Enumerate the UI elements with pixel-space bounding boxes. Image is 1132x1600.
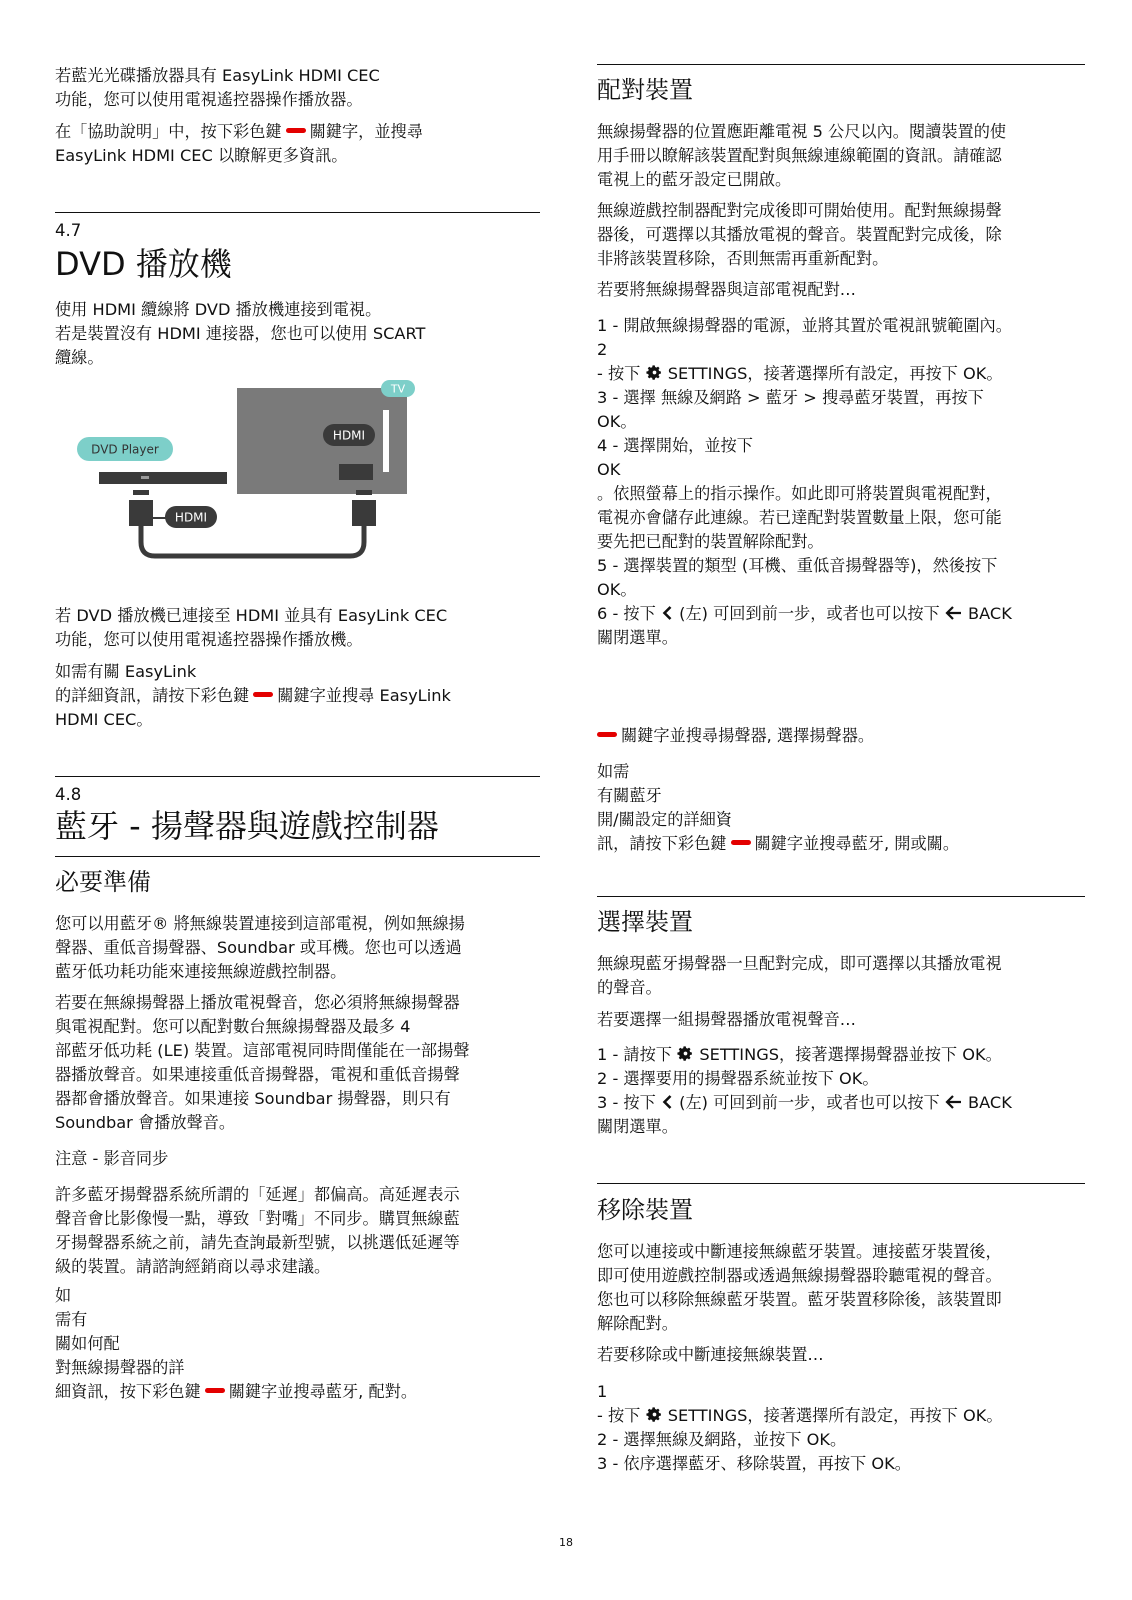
bt-paragraph-3 [55, 1183, 540, 1279]
text-line: 器播放聲音。如果連接重低音揚聲器，電視和重低音揚聲 [55, 1065, 460, 1084]
text-line: 若是裝置沒有 HDMI 連接器，您也可以使用 SCART [55, 324, 426, 343]
step-2-number: 2 [597, 340, 608, 359]
text-line: 無線遊戲控制器配對完成後即可開始使用。配對無線揚聲 [597, 201, 1002, 220]
bt-paragraph-4 [55, 1284, 540, 1404]
step-4-line: 4 - 選擇開始，並按下 [597, 436, 753, 455]
step-3: 3 - 依序選擇藍牙、移除裝置，再按下 OK。 [597, 1454, 911, 1473]
dvd-player-label: DVD Player [91, 442, 159, 457]
cable-connector-top-right [356, 490, 372, 495]
red-color-key-icon [253, 692, 273, 697]
step-2: 2 - 選擇要用的揚聲器系統並按下 OK。 [597, 1069, 879, 1088]
text: BACK [968, 1093, 1012, 1112]
page-number: 18 [559, 1536, 573, 1549]
gear-icon [677, 1045, 694, 1062]
dvd-paragraph-3 [55, 660, 540, 732]
text-line: Soundbar 會播放聲音。 [55, 1113, 236, 1132]
tv-label: TV [390, 382, 406, 396]
text-line: 器後，可選擇以其播放電視的聲音。裝置配對完成後，除 [597, 225, 1002, 244]
bt-paragraph-1 [55, 912, 540, 984]
text-line: 無線現藍牙揚聲器一旦配對完成，即可選擇以其播放電視 [597, 954, 1002, 973]
dvd-slot [141, 476, 149, 479]
step-4-line: 電視亦會儲存此連線。若已達配對裝置數量上限，您可能 [597, 508, 1002, 527]
text-line: 聲音會比影像慢一點，導致「對嘴」不同步。購買無線藍 [55, 1209, 460, 1228]
text: 關鍵字並搜尋 EasyLink [277, 686, 451, 705]
text-line: 纜線。 [55, 348, 104, 367]
subsection-title: 選擇裝置 [597, 908, 693, 936]
select-steps [597, 1043, 1085, 1139]
subsection-title: 必要準備 [55, 868, 151, 896]
text: 在「協助說明」中，按下彩色鍵 [55, 122, 282, 141]
step-1: 1 - 開啟無線揚聲器的電源，並將其置於電視訊號範圍內。 [597, 316, 1012, 335]
text-line: 無線揚聲器的位置應距離電視 5 公尺以內。閱讀裝置的使 [597, 122, 1007, 141]
text: 1 - 請按下 [597, 1045, 672, 1064]
select-paragraph-2: 若要選擇一組揚聲器播放電視聲音… [597, 1010, 856, 1029]
step-4-line: 。依照螢幕上的指示操作。如此即可將裝置與電視配對， [597, 484, 1002, 503]
chevron-left-icon [661, 1094, 674, 1110]
remove-paragraph-1 [597, 1240, 1085, 1336]
dvd-paragraph-2 [55, 604, 540, 652]
text: 6 - 按下 [597, 604, 656, 623]
subsection-divider [597, 1183, 1085, 1184]
cable-connector-top-left [133, 490, 149, 495]
step-4-line: OK [597, 460, 621, 479]
bt-note-title: 注意 - 影音同步 [55, 1149, 169, 1168]
text-line: 即可使用遊戲控制器或透過無線揚聲器聆聽電視的聲音。 [597, 1266, 1002, 1285]
section-title: DVD 播放機 [55, 245, 232, 283]
step-1-number: 1 [597, 1382, 608, 1401]
red-color-key-icon [205, 1388, 225, 1393]
step-3-line: 3 - 選擇 無線及網路 > 藍牙 > 搜尋藍牙裝置，再按下 [597, 388, 984, 407]
text-line: 您可以用藍牙® 將無線裝置連接到這部電視，例如無線揚 [55, 914, 465, 933]
text-line: 部藍牙低功耗 (LE) 裝置。這部電視同時間僅能在一部揚聲 [55, 1041, 470, 1060]
text-line: 聲器、重低音揚聲器、Soundbar 或耳機。您也可以透過 [55, 938, 462, 957]
step-6-line: 關閉選單。 [597, 628, 678, 647]
text: SETTINGS，接著選擇揚聲器並按下 OK。 [699, 1045, 1002, 1064]
bt-paragraph-2 [55, 991, 540, 1135]
intro-paragraph-1 [55, 64, 540, 112]
step-2: 2 - 選擇無線及網路，並按下 OK。 [597, 1430, 847, 1449]
text-line: 對無線揚聲器的詳 [55, 1358, 185, 1377]
subsection-title: 移除裝置 [597, 1196, 693, 1224]
dvd-player-illustration [99, 472, 227, 484]
subsection-divider [597, 896, 1085, 897]
text-line: HDMI CEC。 [55, 710, 153, 729]
text: - 按下 [597, 364, 641, 383]
text-line: 解除配對。 [597, 1314, 678, 1333]
cable-plug-right [352, 500, 376, 526]
tv-port-label: HDMI [332, 428, 366, 443]
cable-plug-left [129, 500, 153, 526]
section-title: 藍牙 - 揚聲器與遊戲控制器 [55, 807, 439, 845]
remove-steps [597, 1380, 1085, 1476]
text: SETTINGS，接著選擇所有設定，再按下 OK。 [667, 364, 1003, 383]
text-line: 如需有關 EasyLink [55, 662, 197, 681]
text-line: 使用 HDMI 纜線將 DVD 播放機連接到電視。 [55, 300, 382, 319]
text-line: 您可以連接或中斷連接無線藍牙裝置。連接藍牙裝置後， [597, 1242, 1002, 1261]
tv-port-panel [383, 410, 389, 472]
subsection-title: 配對裝置 [597, 76, 693, 104]
step-5-line: OK。 [597, 580, 637, 599]
text-line: 用手冊以瞭解該裝置配對與無線連線範圍的資訊。請確認 [597, 146, 1002, 165]
text-line: 若藍光光碟播放器具有 EasyLink HDMI CEC [55, 66, 380, 85]
dvd-connection-diagram [55, 380, 540, 600]
text: 關鍵字並搜尋藍牙, 開或關。 [754, 834, 960, 853]
pair-steps [597, 314, 1085, 650]
text-line: 關如何配 [55, 1334, 120, 1353]
text: 關鍵字並搜尋揚聲器, 選擇揚聲器。 [621, 726, 875, 745]
text: (左) 可回到前一步，或者也可以按下 [679, 1093, 940, 1112]
step-3-line: 關閉選單。 [597, 1117, 678, 1136]
text-line: 許多藍牙揚聲器系統所謂的「延遲」都偏高。高延遲表示 [55, 1185, 460, 1204]
red-color-key-icon [597, 732, 617, 737]
text-line: 藍牙低功耗功能來連接無線遊戲控制器。 [55, 962, 347, 981]
pair-key-hint [597, 724, 1085, 748]
text-line: 與電視配對。您可以配對數台無線揚聲器及最多 4 [55, 1017, 411, 1036]
text-line: 若 DVD 播放機已連接至 HDMI 並具有 EasyLink CEC [55, 606, 448, 625]
text-line: 電視上的藍牙設定已開啟。 [597, 170, 792, 189]
section-divider [55, 776, 540, 777]
text-line: 功能，您可以使用電視遙控器操作播放器。 [55, 90, 363, 109]
subsection-divider [597, 64, 1085, 65]
dvd-paragraph-1 [55, 298, 540, 370]
text: 關鍵字並搜尋藍牙, 配對。 [228, 1382, 418, 1401]
pair-paragraph-1 [597, 120, 1085, 192]
red-color-key-icon [286, 128, 306, 133]
text: 訊，請按下彩色鍵 [597, 834, 727, 853]
step-4-line: 要先把已配對的裝置解除配對。 [597, 532, 824, 551]
text-line: 功能，您可以使用電視遙控器操作播放機。 [55, 630, 363, 649]
step-5-line: 5 - 選擇裝置的類型 (耳機、重低音揚聲器等)，然後按下 [597, 556, 998, 575]
red-color-key-icon [731, 840, 751, 845]
text-line: 開/關設定的詳細資 [597, 810, 732, 829]
text: 的詳細資訊，請按下彩色鍵 [55, 686, 250, 705]
text-line: 如需 [597, 762, 630, 781]
text-line: 若要在無線揚聲器上播放電視聲音，您必須將無線揚聲器 [55, 993, 460, 1012]
subsection-divider [55, 856, 540, 857]
hdmi-cable [141, 526, 364, 556]
text: SETTINGS，接著選擇所有設定，再按下 OK。 [667, 1406, 1003, 1425]
text: (左) 可回到前一步，或者也可以按下 [679, 604, 940, 623]
text-line: 的聲音。 [597, 978, 662, 997]
gear-icon [646, 1406, 663, 1423]
text: 3 - 按下 [597, 1093, 656, 1112]
text-line: 級的裝置。請諮詢經銷商以尋求建議。 [55, 1257, 331, 1276]
text-line: 如 [55, 1286, 72, 1305]
intro-paragraph-2 [55, 120, 540, 168]
text: - 按下 [597, 1406, 641, 1425]
remove-paragraph-2: 若要移除或中斷連接無線裝置… [597, 1345, 824, 1364]
section-divider [55, 212, 540, 213]
step-3-line: OK。 [597, 412, 637, 431]
section-number: 4.8 [55, 785, 82, 804]
tv-illustration [237, 388, 407, 494]
text-line: 有關藍牙 [597, 786, 662, 805]
select-paragraph-1 [597, 952, 1085, 1000]
tv-hdmi-port [339, 464, 373, 480]
section-number: 4.7 [55, 221, 82, 240]
chevron-left-icon [661, 605, 674, 621]
text-line: 需有 [55, 1310, 88, 1329]
cable-label: HDMI [174, 510, 208, 525]
pair-more-info [597, 760, 1085, 856]
text: BACK [968, 604, 1012, 623]
pair-paragraph-2 [597, 199, 1085, 271]
text-line: EasyLink HDMI CEC 以瞭解更多資訊。 [55, 146, 348, 165]
gear-icon [646, 364, 663, 381]
text: 關鍵字，並搜尋 [309, 122, 423, 141]
text-line: 非將該裝置移除，否則無需再重新配對。 [597, 249, 889, 268]
back-arrow-icon [945, 605, 963, 621]
text: 細資訊，按下彩色鍵 [55, 1382, 201, 1401]
text-line: 您也可以移除無線藍牙裝置。藍牙裝置移除後，該裝置即 [597, 1290, 1002, 1309]
back-arrow-icon [945, 1094, 963, 1110]
pair-paragraph-3: 若要將無線揚聲器與這部電視配對… [597, 280, 856, 299]
text-line: 牙揚聲器系統之前，請先查詢最新型號，以挑選低延遲等 [55, 1233, 460, 1252]
text-line: 器都會播放聲音。如果連接 Soundbar 揚聲器，則只有 [55, 1089, 451, 1108]
